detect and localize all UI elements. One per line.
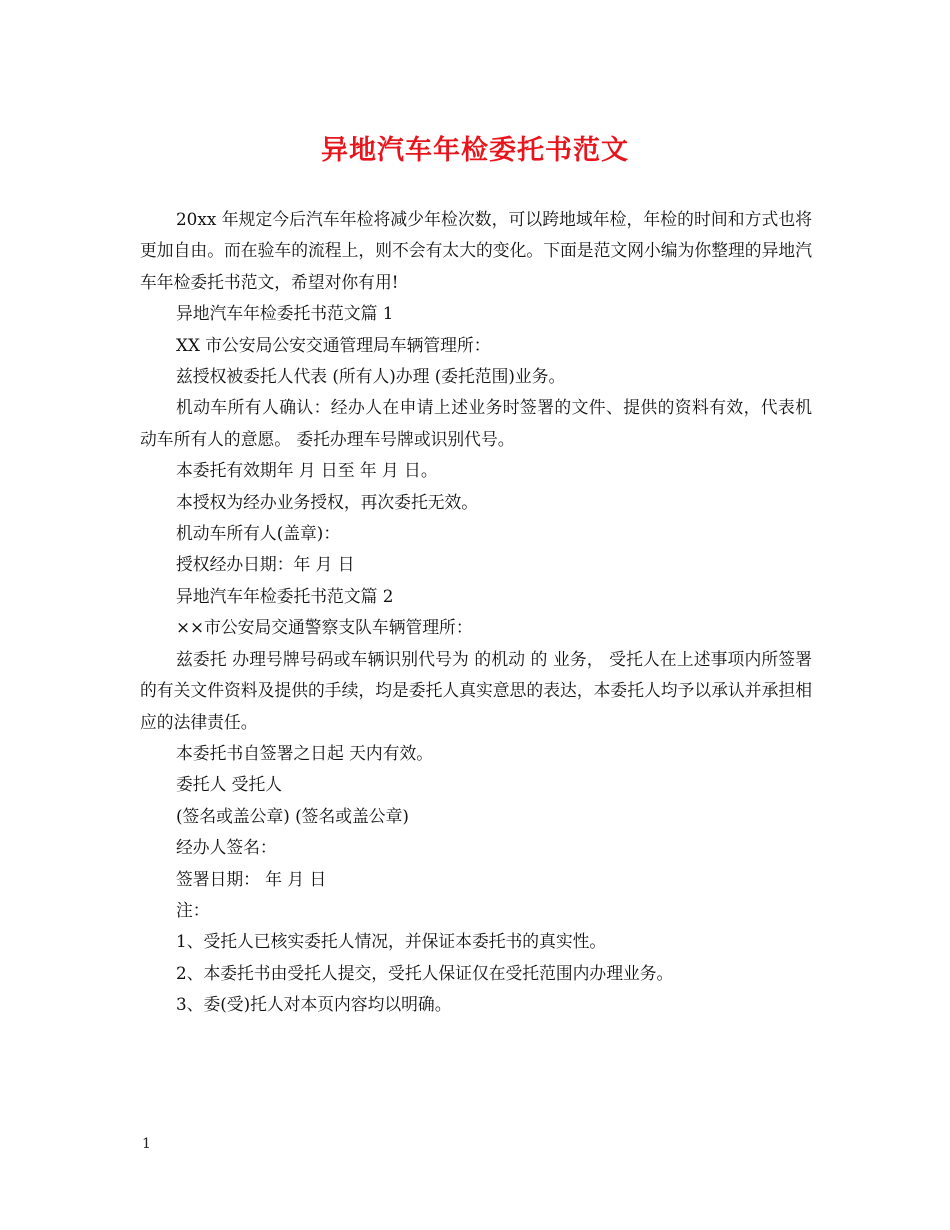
authorization-date-line: 授权经办日期：年 月 日 xyxy=(176,554,355,575)
entrustment-paragraph: 兹委托 办理号牌号码或车辆识别代号为 的机动 的 业务， 受托人在上述事项内所签署的有关文件资料及提供的手续，均是委托人真实意思的表达，本委托人均予以承认并承担相应的法律责任。 xyxy=(140,648,812,732)
parties-line: 委托人 受托人 xyxy=(176,774,283,795)
validity-period: 本委托有效期年 月 日至 年 月 日。 xyxy=(176,460,438,481)
section-heading-1: 异地汽车年检委托书范文篇 1 xyxy=(176,303,394,324)
addressee-2: ××市公安局交通警察支队车辆管理所： xyxy=(176,617,473,638)
owner-seal-line: 机动车所有人(盖章)： xyxy=(176,523,341,544)
document-title: 异地汽车年检委托书范文 xyxy=(321,135,629,166)
note-item-3: 3、委(受)托人对本页内容均以明确。 xyxy=(176,994,452,1015)
document-body xyxy=(140,204,812,1021)
intro-paragraph: 20xx 年规定今后汽车年检将减少年检次数，可以跨地域年检，年检的时间和方式也将更加自由。而在验车的流程上，则不会有太大的变化。下面是范文网小编为你整理的异地汽车年检委托书范文，希望对你有用! xyxy=(140,209,812,292)
notes-heading: 注： xyxy=(176,899,210,920)
owner-confirmation: 机动车所有人确认：经办人在申请上述业务时签署的文件、提供的资料有效，代表机动车所有人的意愿。 委托办理车号牌或识别代号。 xyxy=(140,397,812,449)
addressee-1: XX 市公安局公安交通管理局车辆管理所： xyxy=(176,334,491,355)
authorization-line: 兹授权被委托人代表 (所有人)办理 (委托范围)业务。 xyxy=(176,366,566,387)
note-item-2: 2、本委托书由受托人提交，受托人保证仅在受托范围内办理业务。 xyxy=(176,962,674,983)
authorization-note: 本授权为经办业务授权，再次委托无效。 xyxy=(176,491,479,512)
validity-days-line: 本委托书自签署之日起 天内有效。 xyxy=(176,742,434,763)
signature-instructions: (签名或盖公章) (签名或盖公章) xyxy=(176,805,409,826)
page-number: 1 xyxy=(142,1136,151,1152)
signing-date-line: 签署日期： 年 月 日 xyxy=(176,868,327,889)
handler-signature-line: 经办人签名： xyxy=(176,837,277,858)
section-heading-2: 异地汽车年检委托书范文篇 2 xyxy=(176,585,394,606)
note-item-1: 1、受托人已核实委托人情况，并保证本委托书的真实性。 xyxy=(176,931,607,952)
